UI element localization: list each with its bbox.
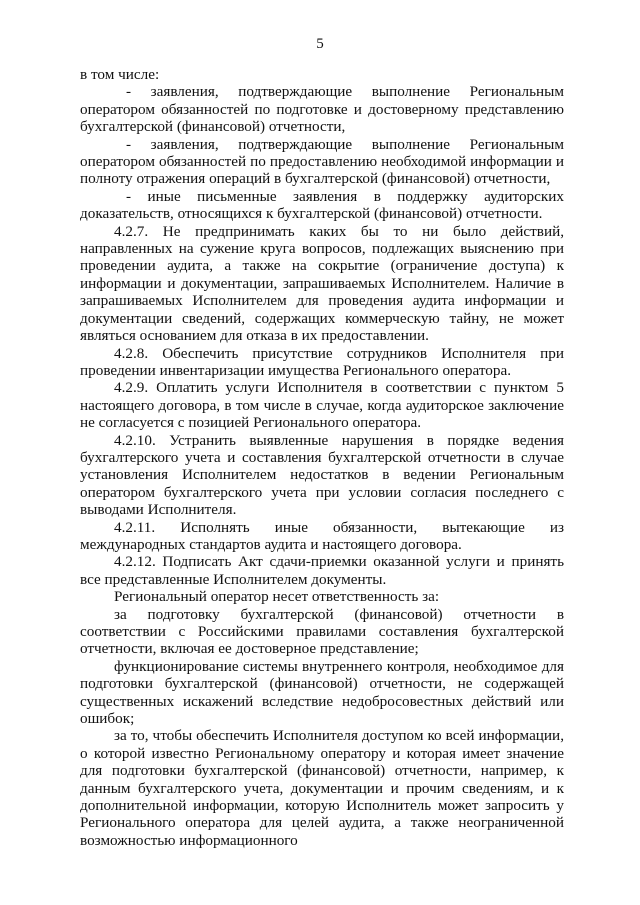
- paragraph: - заявления, подтверждающие выполнение Региональным оператором обязанностей по предоставлению необходимой информации и полноту отражения операций в бухгалтерской (финансовой) отчетности,: [80, 135, 564, 188]
- paragraph: за то, чтобы обеспечить Исполнителя доступом ко всей информации, о которой известно Региональному оператору и которая имеет значение для подготовки бухгалтерской (финансовой) отчетности, например, к данным бухгалтерского учета, документации и прочим сведениям, и к дополнительной информации, которую Исполнитель может запросить у Регионального оператора для целей аудита, а также неограниченной возможностью информационного: [80, 727, 564, 849]
- paragraph: 4.2.8. Обеспечить присутствие сотрудников Исполнителя при проведении инвентаризации имущества Регионального оператора.: [80, 344, 564, 379]
- page-number: 5: [316, 36, 324, 52]
- paragraph: 4.2.12. Подписать Акт сдачи-приемки оказанной услуги и принять все представленные Исполнителем документы.: [80, 553, 564, 588]
- paragraph: 4.2.11. Исполнять иные обязанности, вытекающие из международных стандартов аудита и настоящего договора.: [80, 518, 564, 553]
- paragraph: 4.2.7. Не предпринимать каких бы то ни было действий, направленных на сужение круга вопросов, подлежащих выяснению при проведении аудита, а также на сокрытие (ограничение доступа) к информации и документации, запрашиваемых Исполнителем. Наличие в запрашиваемых Исполнителем для проведения аудита информации и документации сведений, содержащих коммерческую тайну, не может являться основанием для отказа в их предоставлении.: [80, 222, 564, 345]
- paragraph: 4.2.10. Устранить выявленные нарушения в порядке ведения бухгалтерского учета и составления бухгалтерской отчетности в случае установления Исполнителем недостатков в ведении Региональным оператором бухгалтерского учета при условии согласия последнего с выводами Исполнителя.: [80, 431, 564, 519]
- paragraph: - иные письменные заявления в поддержку аудиторских доказательств, относящихся к бухгалтерской (финансовой) отчетности.: [80, 187, 564, 223]
- paragraph: за подготовку бухгалтерской (финансовой) отчетности в соответствии с Российскими правилами составления бухгалтерской отчетности, включая ее достоверное представление;: [80, 605, 564, 658]
- paragraph: 4.2.9. Оплатить услуги Исполнителя в соответствии с пунктом 5 настоящего договора, в том числе в случае, когда аудиторское заключение не согласуется с позицией Регионального оператора.: [80, 379, 564, 432]
- document-body: [80, 66, 564, 849]
- paragraph: в том числе:: [80, 66, 160, 83]
- paragraph: функционирование системы внутреннего контроля, необходимое для подготовки бухгалтерской (финансовой) отчетности, не содержащей существенных искажений вследствие недобросовестных действий или ошибок;: [80, 657, 564, 728]
- paragraph: - заявления, подтверждающие выполнение Региональным оператором обязанностей по подготовке и достоверному представлению бухгалтерской (финансовой) отчетности,: [80, 83, 564, 136]
- paragraph: Региональный оператор несет ответственность за:: [114, 588, 440, 606]
